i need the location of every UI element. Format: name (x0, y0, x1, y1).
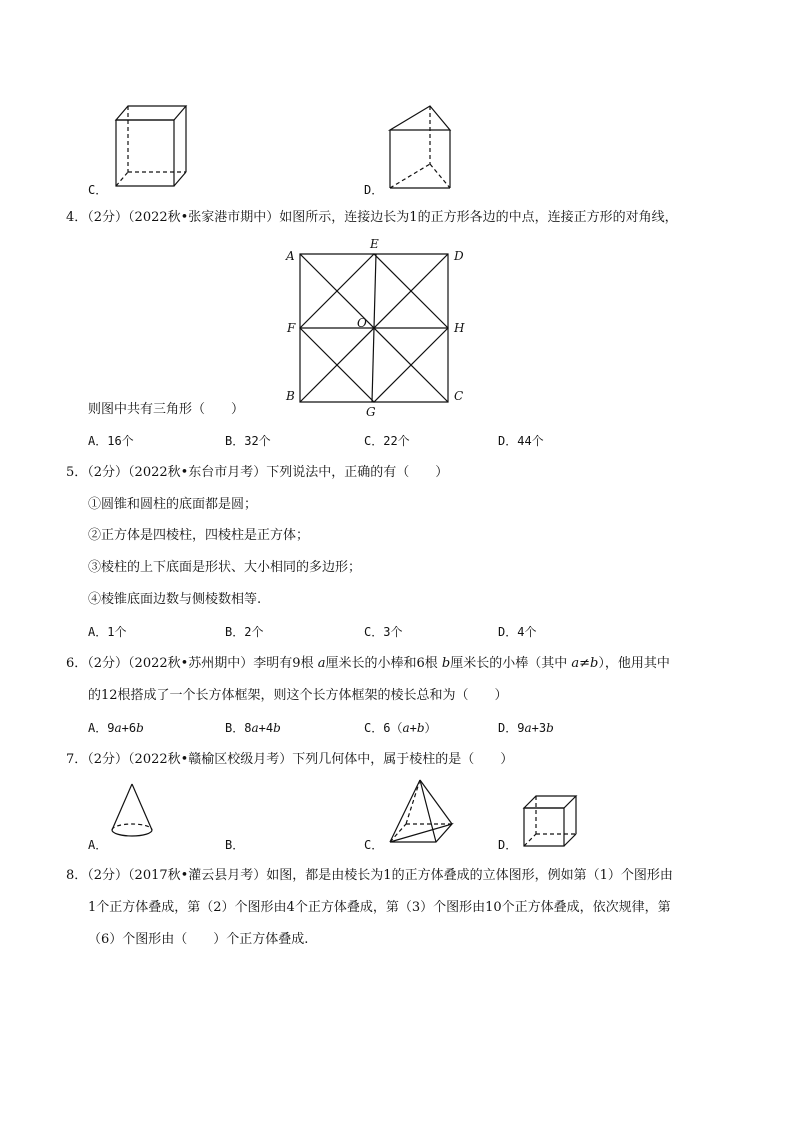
q6-text-1: 6．（2分）（2022秋•苏州期中）李明有9根 (66, 656, 318, 671)
q4-label-g: G (366, 405, 376, 419)
q5-statement-1: ①圆锥和圆柱的底面都是圆； (88, 497, 258, 512)
q6-stem-line-1 (66, 656, 670, 672)
q4-label-h: H (454, 321, 465, 335)
q5-stem: 5．（2分）（2022秋•东台市月考）下列说法中，正确的有（ ） (66, 465, 449, 480)
q6-option-c-mid: + (409, 721, 417, 735)
q7-option-a-cone-figure (108, 782, 168, 842)
q6-option-a-var1: a (114, 721, 122, 735)
q6-var-b: b (441, 656, 451, 671)
q6-text-4: ），他用其中 (598, 656, 670, 671)
q6-stem-line-2: 的12根搭成了一个长方体框架，则这个长方体框架的棱长总和为（ ） (88, 688, 508, 703)
q5-option-d[interactable]: D．4个 (498, 625, 537, 639)
q8-stem-line-2: 1个正方体叠成，第（2）个图形由4个正方体叠成，第（3）个图形由10个正方体叠成，依次规律，第 (88, 900, 671, 915)
q3-option-d-triangular-prism-figure (388, 100, 468, 192)
q4-label-d: D (454, 249, 464, 263)
q6-option-a-var2: b (136, 721, 144, 735)
q6-option-b-mid: +4 (258, 721, 274, 735)
q6-option-a-prefix: A．9 (88, 721, 115, 735)
q8-stem-line-3: （6）个图形由（ ）个正方体叠成. (88, 932, 309, 947)
q7-stem: 7．（2分）（2022秋•赣榆区校级月考）下列几何体中，属于棱柱的是（ ） (66, 752, 514, 767)
q6-option-a-mid: +6 (121, 721, 137, 735)
q6-condition: a≠b (571, 656, 599, 671)
q7-option-c[interactable]: C． (364, 838, 384, 852)
q4-option-a[interactable]: A．16个 (88, 434, 134, 448)
q6-option-a[interactable] (88, 720, 144, 736)
q6-option-b-prefix: B．8 (225, 721, 252, 735)
q6-option-b-var1: a (251, 721, 259, 735)
q4-option-c[interactable]: C．22个 (364, 434, 410, 448)
q4-label-b: B (286, 389, 295, 403)
q4-label-a: A (286, 249, 295, 263)
q4-option-b[interactable]: B．32个 (225, 434, 271, 448)
q6-option-c-var2: b (416, 721, 425, 735)
q5-option-b[interactable]: B．2个 (225, 625, 264, 639)
q6-option-c-suffix: ） (424, 721, 437, 735)
q4-question-tail: 则图中共有三角形（ ） (88, 402, 245, 417)
q7-option-b[interactable]: B． (225, 838, 245, 852)
q4-option-d[interactable]: D．44个 (498, 434, 544, 448)
q5-statement-2: ②正方体是四棱柱，四棱柱是正方体； (88, 528, 310, 543)
q6-option-d-var2: b (546, 721, 554, 735)
q6-option-b-var2: b (273, 721, 281, 735)
q3-option-d-label[interactable]: D． (364, 183, 384, 197)
q5-option-a[interactable]: A．1个 (88, 625, 127, 639)
q6-option-d-var1: a (524, 721, 532, 735)
q4-label-c: C (454, 389, 464, 403)
q7-option-d-cube-figure (520, 794, 580, 850)
q6-var-a: a (317, 656, 326, 671)
q6-option-c-var1: a (402, 721, 410, 735)
q6-option-c-prefix: C．6（ (364, 721, 403, 735)
q8-stem-line-1: 8．（2分）（2017秋•灌云县月考）如图，都是由棱长为1的正方体叠成的立体图形，例如第（1）个图形由 (66, 868, 673, 883)
q4-stem: 4．（2分）（2022秋•张家港市期中）如图所示，连接边长为1的正方形各边的中点，连接正方形的对角线， (66, 210, 678, 225)
q6-text-3: 厘米长的小棒（其中 (450, 656, 572, 671)
q5-statement-4: ④棱锥底面边数与侧棱数相等. (88, 592, 262, 607)
q3-option-c-label[interactable]: C． (88, 183, 108, 197)
q6-option-c[interactable] (364, 720, 437, 736)
q4-label-f: F (287, 321, 296, 335)
q6-option-d-prefix: D．9 (498, 721, 525, 735)
q4-label-o: O (357, 316, 367, 330)
q7-option-a[interactable]: A． (88, 838, 108, 852)
q5-option-c[interactable]: C．3个 (364, 625, 403, 639)
q6-option-d[interactable] (498, 720, 554, 736)
q4-square-figure (280, 238, 480, 418)
q4-label-e: E (370, 237, 379, 251)
q7-option-c-pyramid-figure (386, 778, 466, 848)
q6-text-2: 厘米长的小棒和6根 (325, 656, 442, 671)
q7-option-d[interactable]: D． (498, 838, 518, 852)
q3-option-c-cuboid-figure (110, 100, 190, 190)
q6-option-b[interactable] (225, 720, 281, 736)
q6-option-d-mid: +3 (531, 721, 547, 735)
q5-statement-3: ③棱柱的上下底面是形状、大小相同的多边形； (88, 560, 362, 575)
